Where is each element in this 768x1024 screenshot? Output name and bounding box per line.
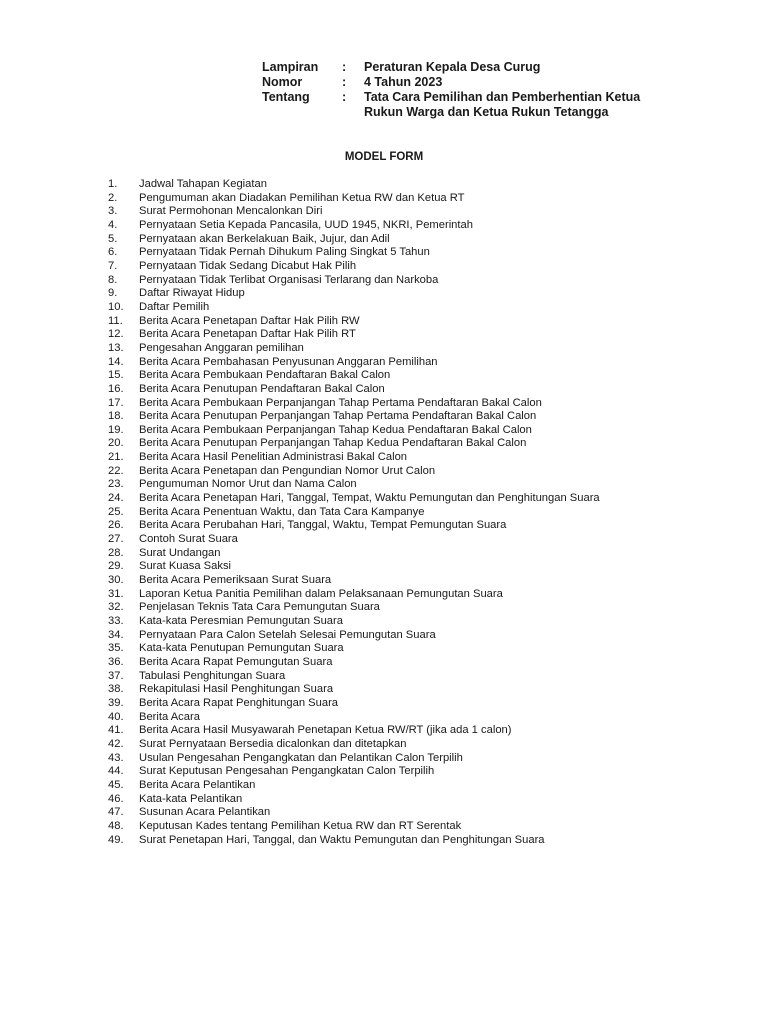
header-row [262,75,674,90]
list-item [108,506,600,520]
list-item-number: 44. [108,765,124,778]
list-item [108,274,600,288]
list-item-text: Berita Acara Hasil Penelitian Administrasi Bakal Calon [139,451,408,464]
list-item-text: Berita Acara Hasil Musyawarah Penetapan Ketua RW/RT (jika ada 1 calon) [139,724,512,737]
list-item [108,588,600,602]
list-item [108,519,600,533]
list-item [108,356,600,370]
list-item-text: Surat Penetapan Hari, Tanggal, dan Waktu Pemungutan dan Penghitungan Suara [139,833,545,846]
list-item-number: 12. [108,328,124,341]
list-item-text: Berita Acara Rapat Penghitungan Suara [139,696,339,709]
list-item [108,615,600,629]
list-item [108,642,600,656]
list-item-number: 17. [108,396,124,409]
list-item-text: Berita Acara Penetapan Hari, Tanggal, Tempat, Waktu Pemungutan dan Penghitungan Suara [139,492,600,505]
list-item [108,410,600,424]
list-item-number: 22. [108,464,124,477]
list-item-text: Pernyataan akan Berkelakuan Baik, Jujur, dan Adil [139,232,390,245]
list-item-text: Tabulasi Penghitungan Suara [139,669,286,682]
list-item-number: 32. [108,601,124,614]
list-item-number: 6. [108,246,118,259]
list-item-number: 28. [108,546,124,559]
list-item [108,779,600,793]
list-item-number: 15. [108,369,124,382]
list-item-number: 9. [108,287,118,300]
list-item [108,342,600,356]
list-item-text: Pengumuman Nomor Urut dan Nama Calon [139,478,357,491]
header-value: Peraturan Kepala Desa Curug [364,60,541,74]
list-item-number: 35. [108,642,124,655]
list-item-number: 29. [108,560,124,573]
header-label: Nomor [262,75,303,89]
list-item [108,683,600,697]
list-item [108,533,600,547]
list-item [108,383,600,397]
list-item [108,178,600,192]
list-item-text: Surat Keputusan Pengesahan Pengangkatan Calon Terpilih [139,765,435,778]
list-item-number: 39. [108,696,124,709]
list-item-text: Jadwal Tahapan Kegiatan [139,178,267,190]
list-item-number: 42. [108,737,124,750]
list-item [108,574,600,588]
list-item-number: 30. [108,574,124,587]
page-title: MODEL FORM [344,151,424,163]
header-label: Lampiran [262,60,319,74]
list-item-number: 47. [108,806,124,819]
list-item [108,437,600,451]
list-item-text: Berita Acara Penetapan dan Pengundian Nomor Urut Calon [139,464,436,477]
list-item-number: 37. [108,669,124,682]
list-item [108,328,600,342]
list-item-number: 33. [108,615,124,627]
list-item-number: 26. [108,519,124,532]
list-item-number: 45. [108,778,124,791]
list-item-text: Berita Acara Pembukaan Perpanjangan Tahap Pertama Pendaftaran Bakal Calon [139,396,542,409]
list-item-text: Pernyataan Tidak Pernah Dihukum Paling Singkat 5 Tahun [139,246,430,259]
list-item [108,765,600,779]
list-item-text: Surat Kuasa Saksi [139,560,232,573]
list-item [108,246,600,260]
list-item [108,233,600,247]
header-row [262,90,674,120]
list-item [108,219,600,233]
list-item [108,711,600,725]
list-item-number: 49. [108,833,124,846]
list-item [108,670,600,684]
header-value: Tata Cara Pemilihan dan Pemberhentian Ketua Rukun Warga dan Ketua Rukun Tetangga [364,90,641,119]
header-value: 4 Tahun 2023 [364,75,443,89]
list-item-text: Berita Acara Pelantikan [139,778,256,791]
list-item-number: 40. [108,710,124,723]
list-item-number: 25. [108,505,124,518]
list-item-number: 27. [108,533,124,546]
list-item [108,301,600,315]
list-item-text: Berita Acara Pembukaan Pendaftaran Bakal Calon [139,369,391,382]
list-item [108,601,600,615]
list-item-number: 20. [108,437,124,450]
form-list [108,178,600,847]
list-item-text: Daftar Pemilih [139,300,210,313]
list-item-number: 43. [108,751,124,764]
list-item-number: 41. [108,724,124,737]
list-item-text: Pernyataan Tidak Terlibat Organisasi Terlarang dan Narkoba [139,273,439,286]
list-item [108,315,600,329]
list-item-text: Susunan Acara Pelantikan [139,806,271,819]
list-item-number: 23. [108,478,124,491]
list-item [108,192,600,206]
list-item-text: Berita Acara Penutupan Perpanjangan Tahap Kedua Pendaftaran Bakal Calon [139,437,527,450]
list-item [108,451,600,465]
list-item-number: 34. [108,628,124,641]
header-colon: : [342,60,347,74]
list-item [108,834,600,848]
list-item-text: Pengumuman akan Diadakan Pemilihan Ketua RW dan Ketua RT [139,191,465,204]
list-item-text: Kata-kata Pelantikan [139,792,243,805]
list-item [108,260,600,274]
list-item [108,547,600,561]
list-item [108,465,600,479]
header-colon: : [342,75,347,89]
list-item-text: Berita Acara Penetapan Daftar Hak Pilih RT [139,328,356,341]
list-item [108,724,600,738]
list-item-number: 4. [108,218,118,231]
list-item-number: 31. [108,587,124,600]
list-item-text: Kata-kata Peresmian Pemungutan Suara [139,615,343,627]
list-item-number: 16. [108,382,124,395]
list-item [108,287,600,301]
list-item-text: Penjelasan Teknis Tata Cara Pemungutan Suara [139,601,380,614]
list-item-number: 5. [108,232,118,245]
list-item [108,369,600,383]
list-item [108,424,600,438]
list-item-number: 2. [108,191,118,204]
list-item-text: Surat Undangan [139,546,221,559]
list-item-number: 11. [108,314,123,327]
list-item-number: 48. [108,819,124,832]
list-item-text: Pernyataan Tidak Sedang Dicabut Hak Pilih [139,259,357,272]
list-item-text: Berita Acara Penetapan Daftar Hak Pilih RW [139,314,360,327]
list-item-text: Surat Permohonan Mencalonkan Diri [139,205,323,218]
list-item-text: Berita Acara Pembahasan Penyusunan Anggaran Pemilihan [139,355,438,368]
list-item-text: Surat Pernyataan Bersedia dicalonkan dan ditetapkan [139,737,407,750]
list-item [108,738,600,752]
list-item [108,697,600,711]
list-item-number: 46. [108,792,124,805]
list-item-text: Berita Acara Pemeriksaan Surat Suara [139,574,332,587]
list-item [108,793,600,807]
list-item-number: 18. [108,410,124,423]
list-item-text: Rekapitulasi Hasil Penghitungan Suara [139,683,334,696]
list-item-number: 13. [108,341,124,354]
header-colon: : [342,90,347,104]
list-item-text: Contoh Surat Suara [139,533,238,546]
list-item [108,478,600,492]
list-item-number: 38. [108,683,124,696]
list-item-text: Pernyataan Para Calon Setelah Selesai Pemungutan Suara [139,628,436,641]
header-row [262,60,674,75]
document-header [262,60,674,120]
list-item [108,205,600,219]
list-item-text: Berita Acara Penutupan Perpanjangan Tahap Pertama Pendaftaran Bakal Calon [139,410,537,423]
list-item-number: 10. [108,300,124,313]
list-item [108,492,600,506]
header-label: Tentang [262,90,310,104]
list-item-text: Berita Acara Rapat Pemungutan Suara [139,655,333,668]
list-item [108,806,600,820]
list-item-text: Berita Acara Perubahan Hari, Tanggal, Waktu, Tempat Pemungutan Suara [139,519,507,532]
list-item-number: 8. [108,273,118,286]
list-item-number: 24. [108,492,124,505]
list-item-text: Keputusan Kades tentang Pemilihan Ketua RW dan RT Serentak [139,819,462,832]
list-item-text: Pengesahan Anggaran pemilihan [139,341,304,354]
list-item [108,629,600,643]
list-item-text: Usulan Pengesahan Pengangkatan dan Pelantikan Calon Terpilih [139,751,463,764]
list-item-text: Berita Acara Pembukaan Perpanjangan Tahap Kedua Pendaftaran Bakal Calon [139,423,532,436]
list-item [108,820,600,834]
list-item-text: Berita Acara Penutupan Pendaftaran Bakal Calon [139,382,385,395]
list-item-number: 3. [108,205,118,218]
list-item-number: 1. [108,178,118,190]
list-item [108,560,600,574]
list-item [108,656,600,670]
list-item-text: Daftar Riwayat Hidup [139,287,245,300]
list-item-number: 7. [108,259,118,272]
list-item-text: Laporan Ketua Panitia Pemilihan dalam Pelaksanaan Pemungutan Suara [139,587,503,600]
list-item [108,752,600,766]
list-item-number: 36. [108,655,124,668]
list-item-number: 14. [108,355,124,368]
list-item-text: Pernyataan Setia Kepada Pancasila, UUD 1945, NKRI, Pemerintah [139,218,473,231]
list-item-text: Berita Acara [139,710,200,723]
list-item-number: 19. [108,423,124,436]
list-item-number: 21. [108,451,124,464]
list-item [108,397,600,411]
list-item-text: Berita Acara Penentuan Waktu, dan Tata Cara Kampanye [139,505,425,518]
list-item-text: Kata-kata Penutupan Pemungutan Suara [139,642,344,655]
